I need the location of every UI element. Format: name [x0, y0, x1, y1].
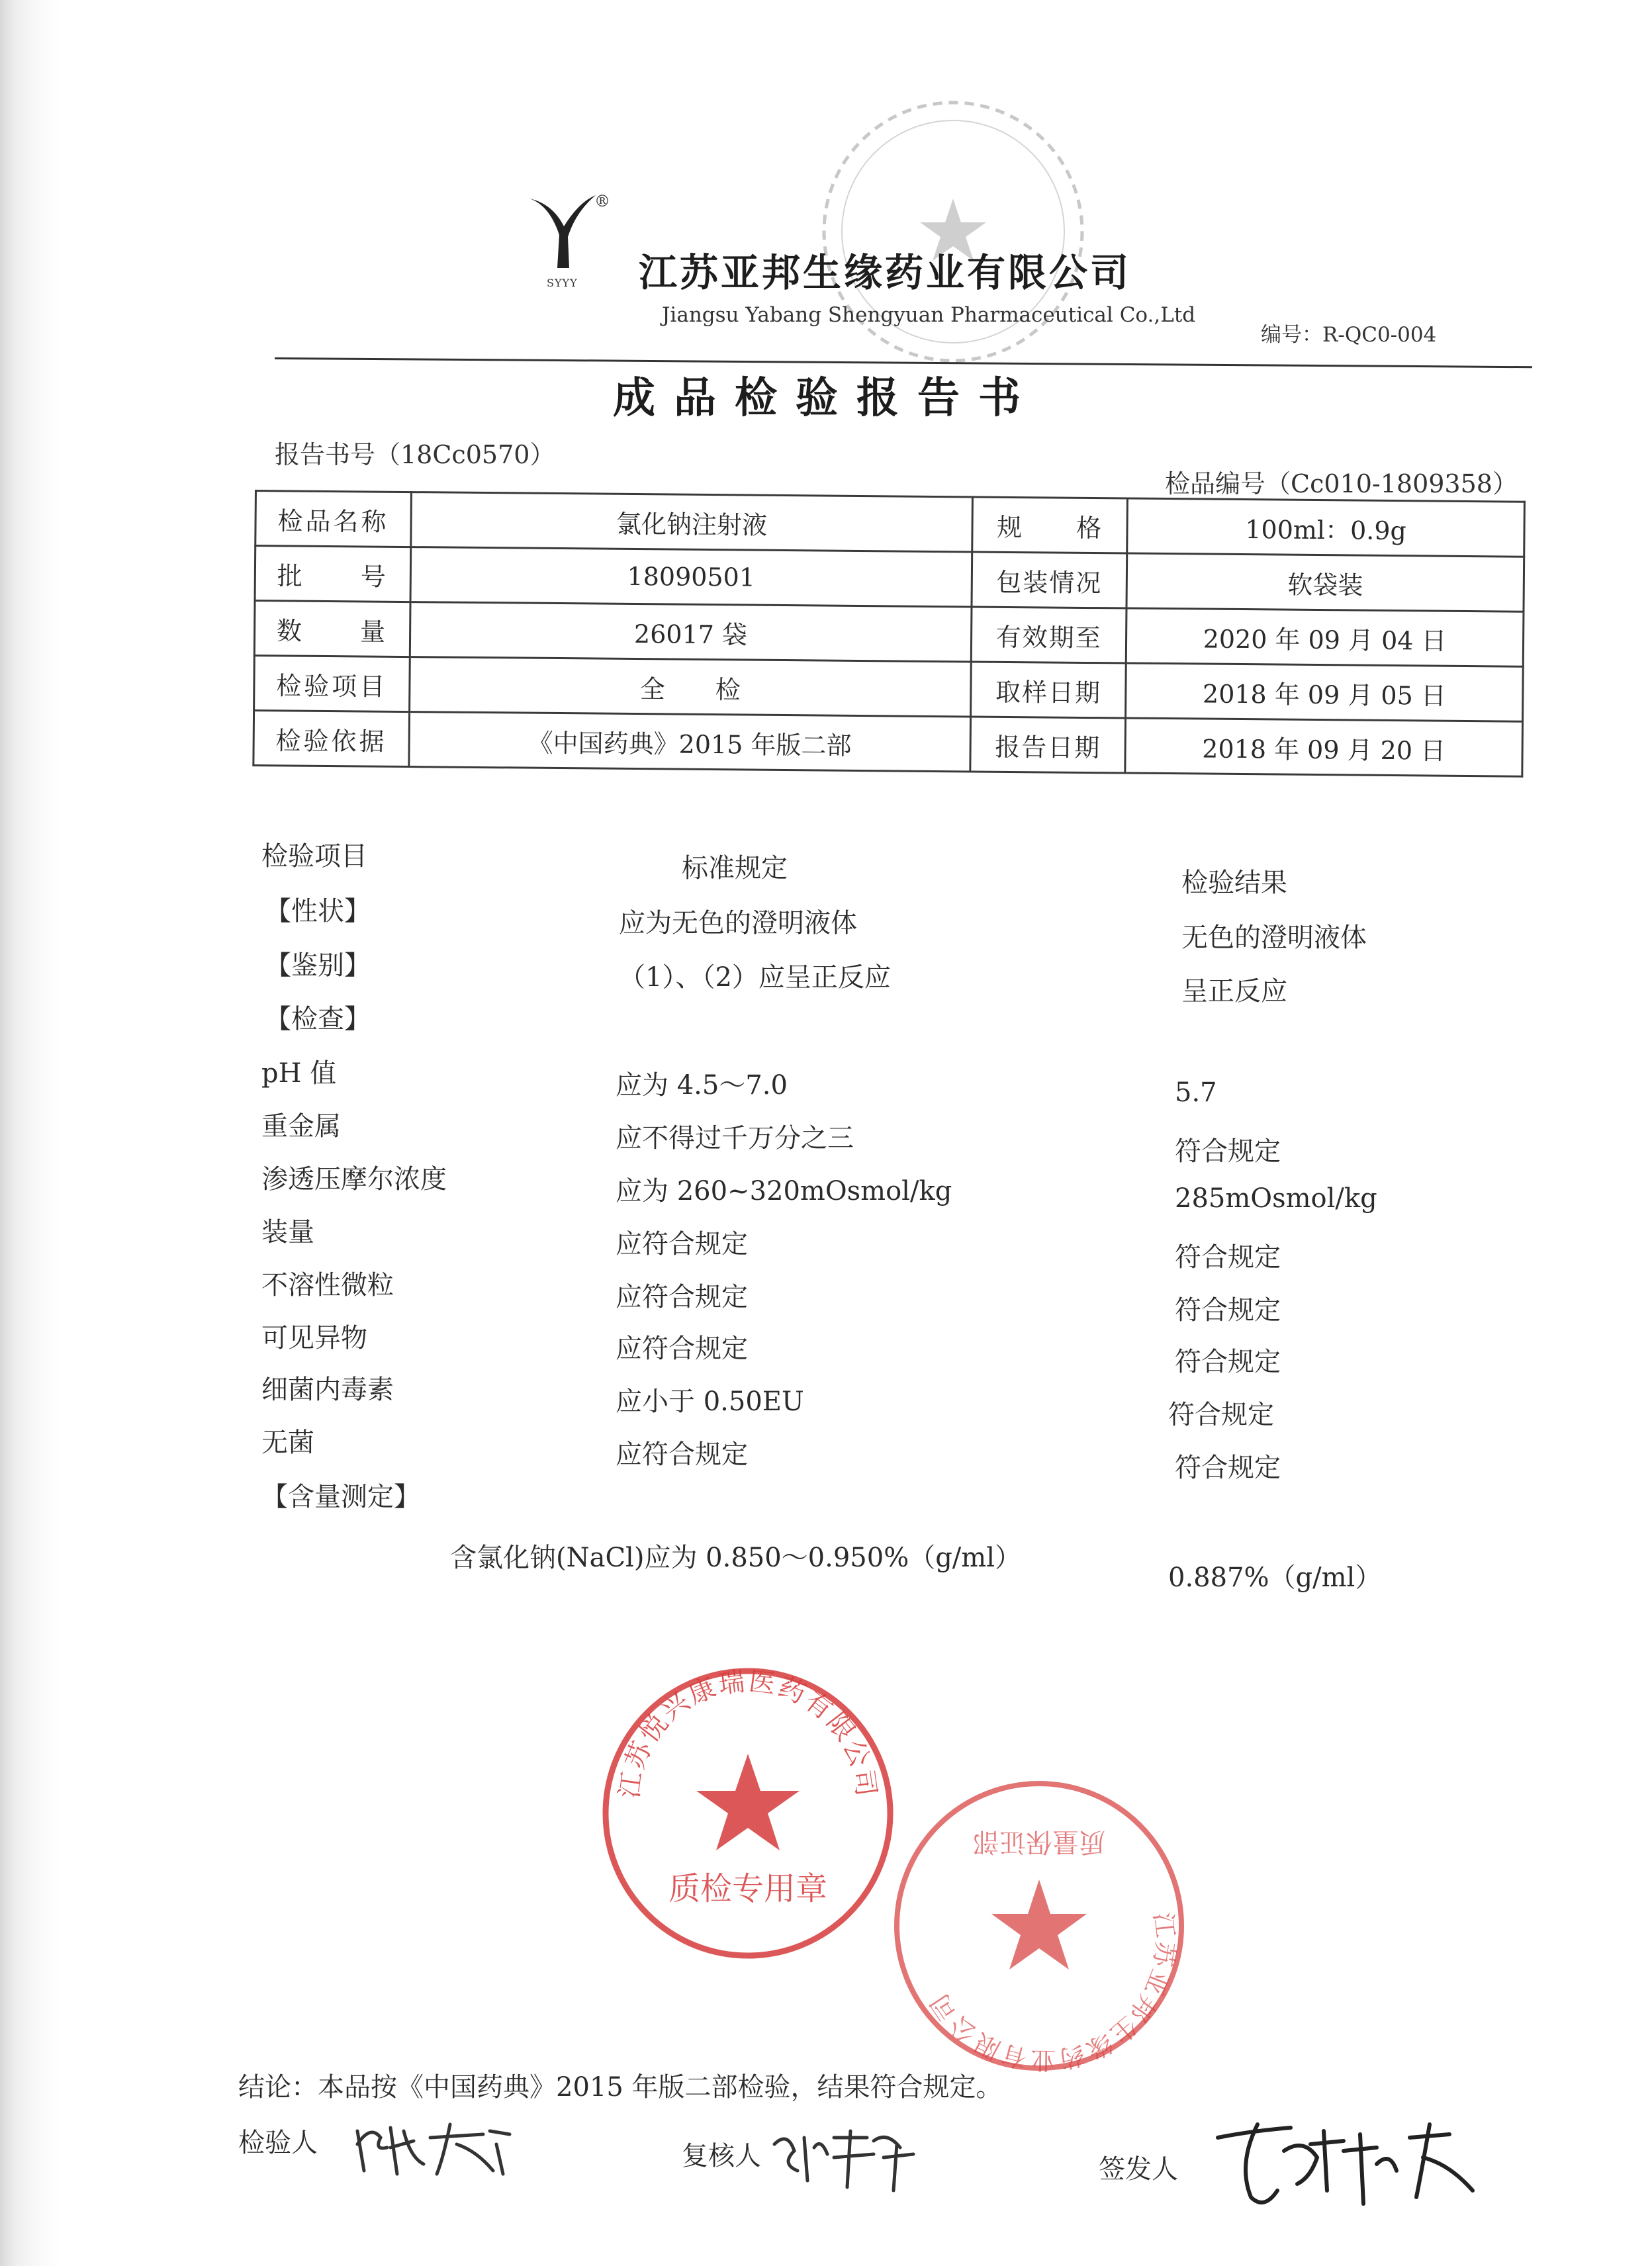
info-value: 100ml：0.9g [1127, 498, 1525, 557]
info-label: 规 格 [972, 497, 1128, 553]
result-standard: 应为 4.5～7.0 [616, 1070, 788, 1101]
stamp2-subtext: 质量保证部 [973, 1827, 1105, 1857]
result-value: 无色的澄明液体 [1181, 923, 1367, 953]
stamp1-text: 江苏悦兴康瑞医药有限公司 [614, 1666, 882, 1800]
report-number: 报告书号（18Cc0570） [275, 440, 555, 469]
result-value: 符合规定 [1175, 1242, 1281, 1273]
company-logo-icon [523, 185, 602, 278]
result-standard: 应小于 0.50EU [616, 1386, 804, 1417]
conclusion-text: 结论：本品按《中国药典》2015 年版二部检验，结果符合规定。 [238, 2072, 1003, 2103]
issuer-label: 签发人 [1099, 2154, 1178, 2185]
product-info-table [252, 490, 1526, 778]
results-header-standard: 标准规定 [682, 853, 788, 884]
inspector-label: 检验人 [238, 2128, 318, 2158]
table-row [253, 711, 1523, 777]
results-header-result: 检验结果 [1181, 868, 1287, 898]
result-item: 不溶性微粒 [261, 1270, 394, 1300]
result-standard: 应为 260~320mOsmol/kg [616, 1176, 952, 1206]
result-standard: 应不得过千万分之三 [616, 1123, 854, 1154]
info-value: 2020 年 09 月 04 日 [1126, 608, 1524, 666]
result-item: 重金属 [261, 1111, 341, 1142]
info-value: 2018 年 09 月 05 日 [1126, 663, 1524, 721]
result-item: 细菌内毒素 [261, 1375, 394, 1405]
results-header-item: 检验项目 [261, 841, 367, 872]
result-value: 符合规定 [1175, 1136, 1281, 1167]
scan-edge-shadow [0, 0, 60, 2266]
info-label: 数 量 [254, 601, 410, 657]
info-value: 26017 袋 [410, 602, 972, 662]
inspector-signature [351, 2111, 523, 2184]
result-item: 无菌 [261, 1428, 314, 1458]
result-item: 【含量测定】 [261, 1482, 420, 1512]
quality-inspection-stamp [596, 1661, 900, 1966]
info-label: 有效期至 [971, 607, 1126, 663]
info-value: 2018 年 09 月 20 日 [1125, 718, 1523, 776]
info-label: 检品名称 [255, 491, 411, 547]
stamp1-subtext: 质检专用章 [668, 1870, 828, 1907]
reviewer-label: 复核人 [682, 2141, 761, 2171]
info-value: 全 检 [409, 657, 971, 717]
info-value: 软袋装 [1126, 553, 1524, 612]
result-value: 285mOsmol/kg [1175, 1183, 1377, 1214]
report-title: 成品检验报告书 [613, 373, 1039, 423]
result-item: 可见异物 [261, 1323, 367, 1353]
result-standard: 应符合规定 [616, 1439, 748, 1470]
sample-number: 检品编号（Cc010-1809358） [1165, 469, 1518, 498]
faint-seal-stamp [814, 93, 1092, 371]
registered-mark: ® [594, 192, 610, 210]
result-value: 符合规定 [1175, 1295, 1281, 1326]
company-name-cn: 江苏亚邦生缘药业有限公司 [639, 250, 1132, 295]
result-standard: （1）、（2）应呈正反应 [619, 962, 891, 993]
result-value: 呈正反应 [1181, 976, 1287, 1007]
result-value: 5.7 [1175, 1077, 1217, 1108]
info-label: 检验依据 [253, 711, 409, 767]
issuer-signature [1211, 2111, 1489, 2217]
result-item: 渗透压摩尔浓度 [261, 1164, 447, 1195]
document-number: 编号：R-QC0-004 [1261, 323, 1437, 347]
info-label: 检验项目 [254, 656, 410, 712]
stamp2-text: 江苏亚邦生缘药业有限公司 [923, 1911, 1181, 2075]
info-label: 报告日期 [970, 717, 1126, 773]
result-standard: 应为无色的澄明液体 [619, 908, 857, 938]
result-standard: 应符合规定 [616, 1282, 748, 1312]
reviewer-signature [768, 2118, 927, 2197]
result-value: 符合规定 [1168, 1400, 1274, 1430]
assay-result: 0.887%（g/ml） [1168, 1563, 1382, 1593]
result-item: 【鉴别】 [265, 950, 371, 981]
info-value: 18090501 [410, 547, 972, 607]
result-item: pH 值 [261, 1058, 337, 1089]
info-label: 批 号 [255, 546, 410, 602]
result-item: 【检查】 [265, 1004, 371, 1034]
logo-text: SYYY [547, 277, 578, 289]
company-name-en: Jiangsu Yabang Shengyuan Pharmaceutical Co.,Ltd [662, 303, 1196, 327]
result-item: 装量 [261, 1217, 314, 1247]
info-value: 氯化钠注射液 [410, 492, 972, 552]
result-value: 符合规定 [1175, 1453, 1281, 1483]
result-standard: 应符合规定 [616, 1334, 748, 1364]
assay-standard: 含氯化钠(NaCl)应为 0.850～0.950%（g/ml） [450, 1543, 1022, 1573]
quality-assurance-stamp [887, 1774, 1191, 2078]
info-label: 取样日期 [971, 662, 1126, 718]
info-label: 包装情况 [972, 552, 1127, 608]
result-item: 【性状】 [265, 896, 371, 927]
result-value: 符合规定 [1175, 1347, 1281, 1377]
info-value: 《中国药典》2015 年版二部 [409, 712, 971, 772]
result-standard: 应符合规定 [616, 1229, 748, 1259]
